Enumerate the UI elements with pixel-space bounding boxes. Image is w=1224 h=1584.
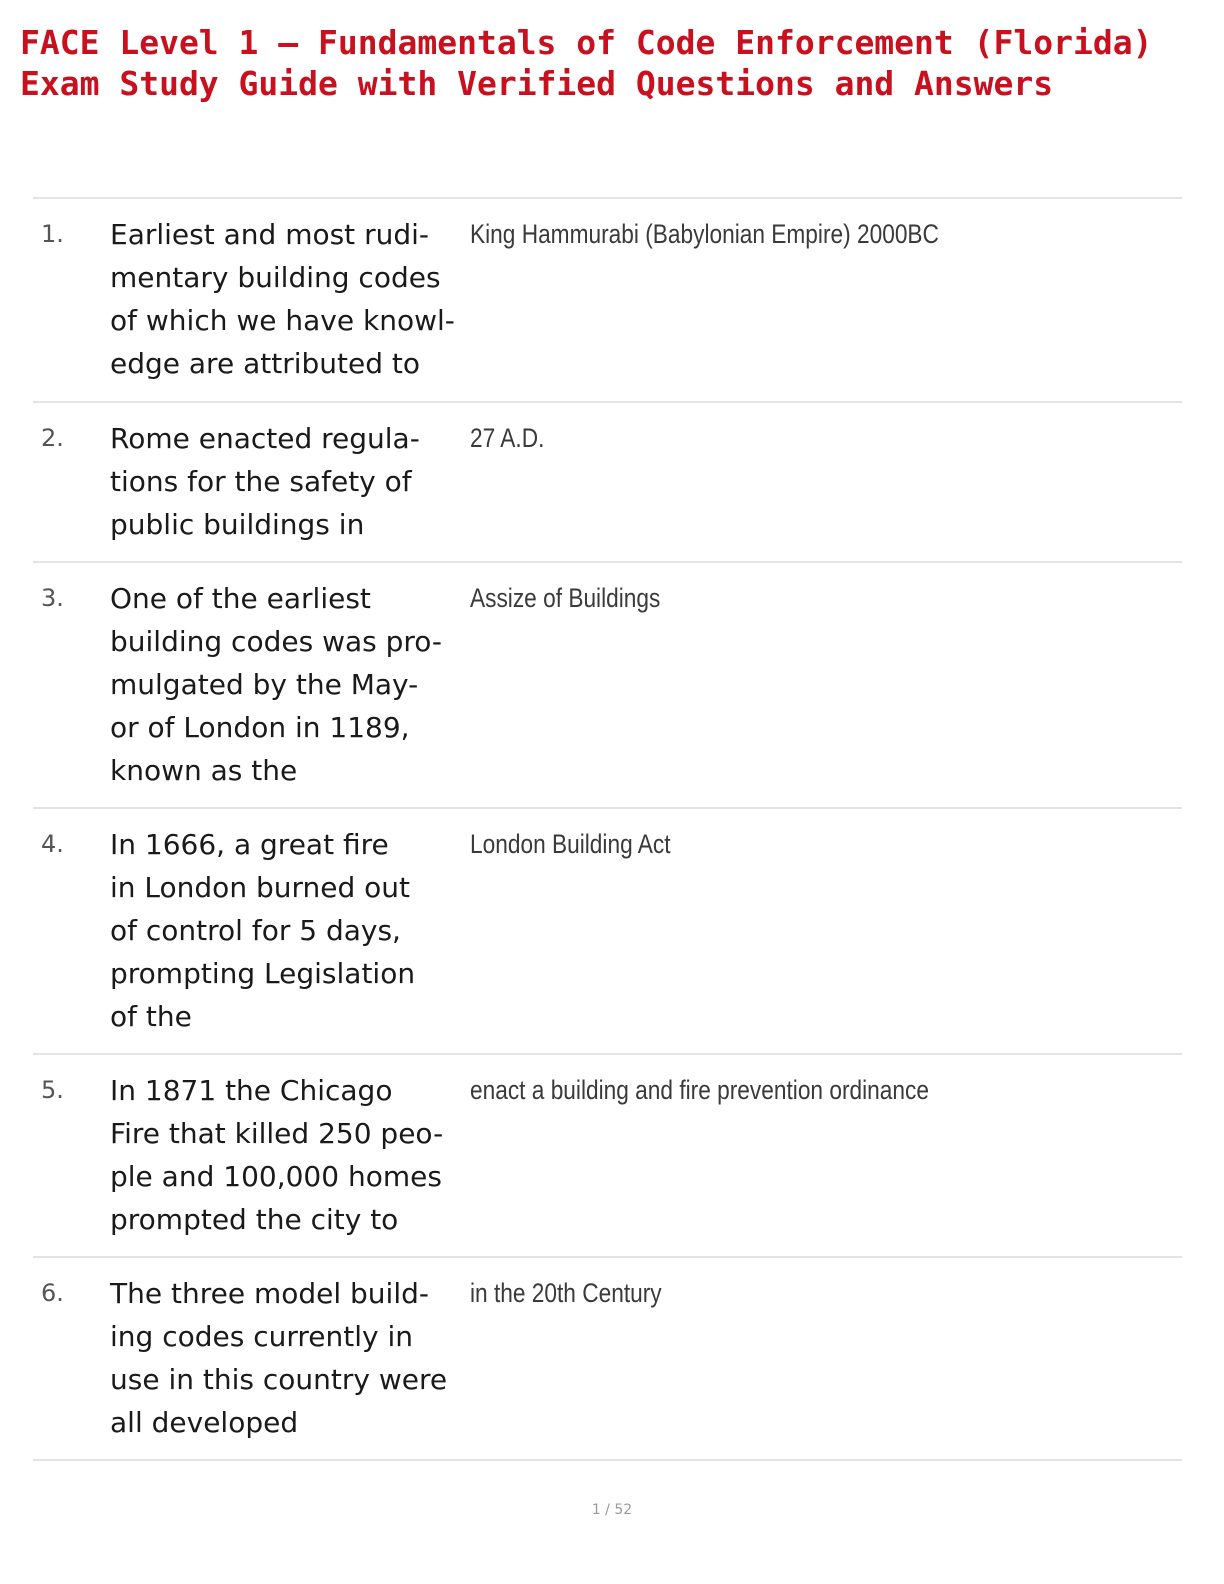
item-number: 2. [41,424,64,452]
answer-text: Assize of Buildings [470,583,661,613]
item-number: 1. [41,220,64,248]
qa-row [33,197,1182,401]
question-text: In 1666, a great fire in London burned out of control for 5 days, prompting Legislation of the [110,828,416,1033]
qa-row [33,401,1182,561]
answer-text: 27 A.D. [470,423,545,453]
qa-row [33,807,1182,1053]
answer-text: in the 20th Century [470,1278,662,1308]
item-number: 5. [41,1076,64,1104]
question-text: One of the earliest building codes was pro- mulgated by the May- or of London in 1189, known as the [110,582,443,787]
answer-text: King Hammurabi (Babylonian Empire) 2000BC [470,219,939,249]
answer-text: London Building Act [470,829,671,859]
question-text: The three model build- ing codes currently in use in this country were all developed [110,1277,448,1439]
question-text: Earliest and most rudi- mentary building codes of which we have knowl- edge are attributed to [110,218,455,380]
qa-row [33,1256,1182,1461]
item-number: 3. [41,584,64,612]
title-line-1: FACE Level 1 – Fundamentals of Code Enforcement (Florida) [20,23,1153,62]
title-line-2: Exam Study Guide with Verified Questions and Answers [20,64,1054,103]
qa-table [33,197,1182,1461]
qa-row [33,561,1182,807]
answer-text: enact a building and fire prevention ordinance [470,1075,929,1105]
page-indicator: 1 / 52 [591,1502,633,1518]
question-text: Rome enacted regula- tions for the safety of public buildings in [110,422,420,541]
question-text: In 1871 the Chicago Fire that killed 250 peo- ple and 100,000 homes prompted the city to [110,1074,444,1236]
qa-row [33,1053,1182,1256]
item-number: 4. [41,830,64,858]
item-number: 6. [41,1279,64,1307]
document-title [20,22,1152,104]
